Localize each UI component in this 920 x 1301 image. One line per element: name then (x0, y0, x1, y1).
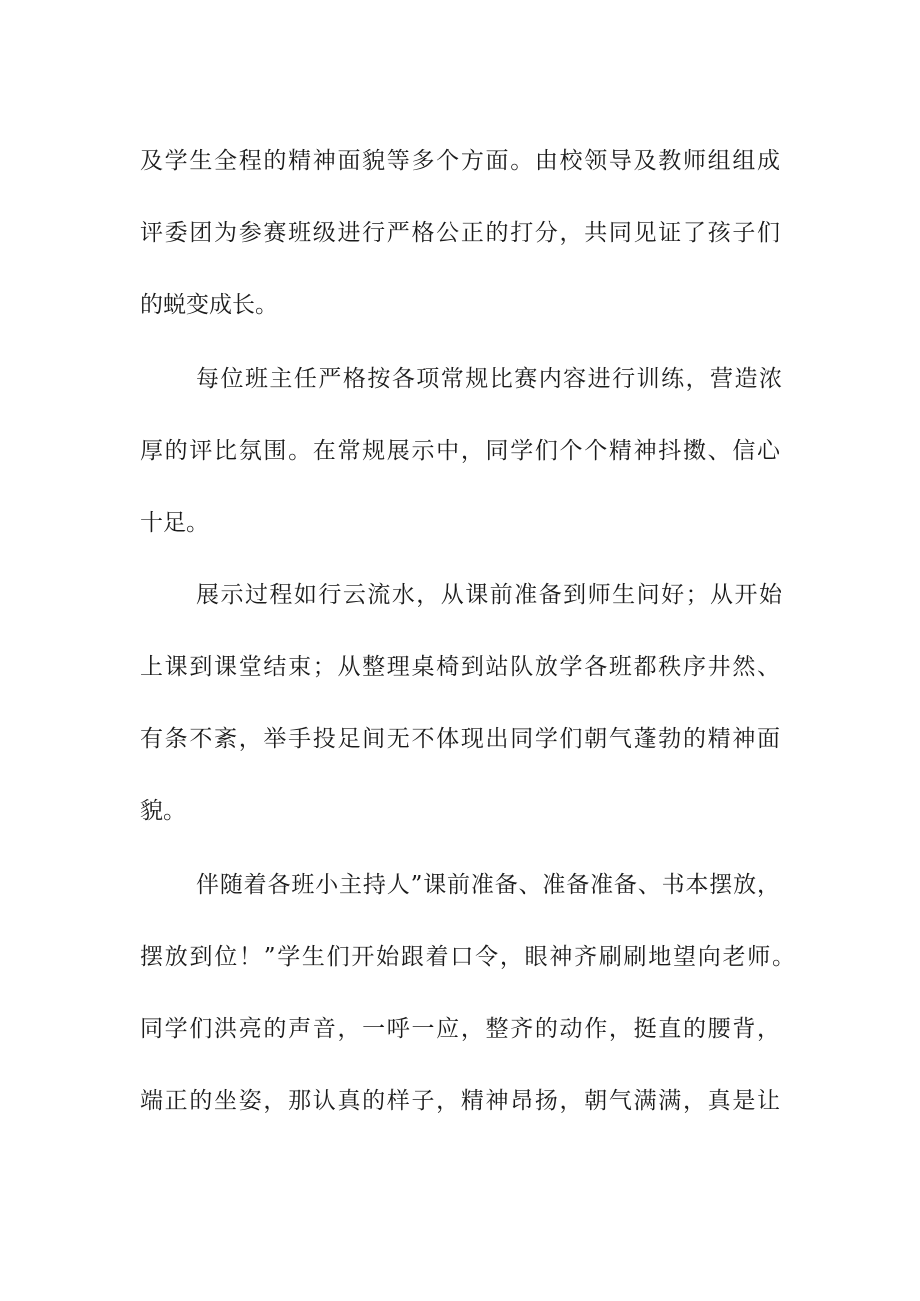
text-line: 及学生全程的精神面貌等多个方面。由校领导及教师组组成 (140, 148, 780, 174)
paragraph-first-line: 伴随着各班小主持人”课前准备、准备准备、书本摆放， (196, 872, 780, 898)
text-line: 貌。 (140, 798, 186, 824)
text-line: 评委团为参赛班级进行严格公正的打分，共同见证了孩子们 (140, 220, 780, 246)
text-line: 厚的评比氛围。在常规展示中，同学们个个精神抖擞、信心 (140, 438, 780, 464)
text-line: 摆放到位！”学生们开始跟着口令，眼神齐刷刷地望向老师。 (140, 944, 795, 970)
text-line: 同学们洪亮的声音，一呼一应，整齐的动作，挺直的腰背， (140, 1016, 780, 1042)
text-line: 上课到课堂结束；从整理桌椅到站队放学各班都秩序井然、 (140, 654, 780, 680)
paragraph-first-line: 展示过程如行云流水，从课前准备到师生问好；从开始 (196, 582, 782, 608)
paragraph-first-line: 每位班主任严格按各项常规比赛内容进行训练，营造浓 (196, 366, 782, 392)
text-line: 的蜕变成长。 (140, 292, 278, 318)
text-line: 十足。 (140, 510, 209, 536)
text-line: 端正的坐姿，那认真的样子，精神昂扬，朝气满满，真是让 (140, 1088, 780, 1114)
text-line: 有条不紊，举手投足间无不体现出同学们朝气蓬勃的精神面 (140, 726, 780, 752)
